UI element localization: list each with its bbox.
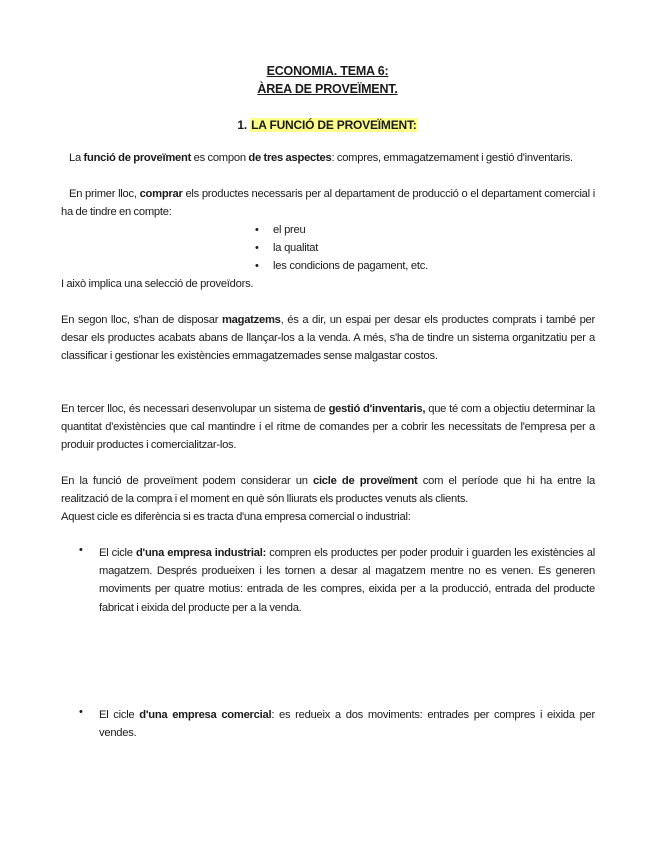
paragraph-magatzems: [61, 311, 595, 366]
text-run: els productes necessaris per al departament de producció o el departament comercial i ha de tindre en compte:: [61, 188, 595, 219]
criteria-list: [255, 221, 428, 276]
bold-term-gestio: gestió d'inventaris,: [328, 403, 426, 415]
bullet-industrial: [79, 544, 595, 617]
text-run: es compon: [191, 152, 249, 164]
paragraph-cicle: [61, 472, 595, 508]
bold-term-magatzems: magatzems: [221, 314, 281, 326]
list-item-text: el preu: [273, 224, 306, 236]
paragraph-comprar: [61, 185, 595, 221]
section-heading-highlighted: LA FUNCIÓ DE PROVEÏMENT:: [251, 118, 417, 132]
list-item-text: les condicions de pagament, etc.: [273, 260, 428, 273]
text-run: : compres, emmagatzemament i gestió d'inventaris.: [331, 152, 573, 164]
text-run: En la funció de proveïment podem considerar un: [61, 475, 313, 487]
bullet-icon: •: [255, 260, 259, 273]
bold-term-industrial: d'una empresa industrial:: [135, 547, 267, 559]
text-run: compren els productes per poder produir i guarden les existències al magatzem. Després produeixen i les tornen a desar al magatzem mentre no es venen. Es generen moviments per quatre motius: entrada de les compres, eixida per a la producció, entrada del producte fabricat i eixida del producte per a la venda.: [99, 547, 595, 614]
text-run: La: [69, 152, 84, 164]
section-number: 1.: [237, 118, 248, 132]
bold-term-comprar: comprar: [139, 188, 183, 200]
bullet-icon: •: [255, 224, 259, 236]
text-run: com el període que hi ha entre la realització de la compra i el moment en què són lliurats els productes venuts als clients.: [61, 475, 596, 506]
list-item: [255, 221, 428, 239]
title-line-1: ECONOMIA. TEMA 6:: [266, 64, 389, 78]
bold-term-cicle: cicle de proveïment: [312, 475, 418, 487]
text-run: que té com a objectiu determinar la quantitat d'existències que cal mantindre i el ritme de comandes per a cobrir les necessitats de l'empresa per a produir productes i comercialitzar-los.: [61, 403, 595, 452]
list-item-text: la qualitat: [273, 242, 319, 255]
text-run: , és a dir, un espai per desar els productes comprats i també per desar els productes acabats abans de llançar-los a la venda. A més, s'ha de tindre un sistema organitzatiu per a classificar i gestionar les existències emmagatzemades sense malgastar costos.: [61, 314, 595, 363]
text-run: En primer lloc,: [69, 188, 140, 200]
text-run: El cicle: [99, 547, 136, 559]
bold-term-funcio: funció de proveïment: [83, 152, 192, 164]
paragraph-diferencia: Aquest cicle es diferència si es tracta d'una empresa comercial o industrial:: [61, 511, 411, 523]
list-item: [255, 239, 428, 257]
bullet-icon: •: [79, 706, 83, 718]
bullet-industrial-text: [99, 544, 595, 617]
bullet-icon: •: [79, 544, 83, 556]
bullet-comercial-text: [99, 706, 595, 742]
bullet-comercial: [79, 706, 595, 742]
text-run: : es redueix a dos moviments: entrades per compres i eixida per vendes.: [99, 709, 596, 740]
bold-term-aspectes: de tres aspectes: [248, 152, 332, 164]
text-run: En tercer lloc, és necessari desenvolupar un sistema de: [61, 403, 329, 415]
document-title: [0, 62, 655, 98]
title-line-2: ÀREA DE PROVEÏMENT.: [257, 82, 398, 96]
paragraph-proveidors: I això implica una selecció de proveïdors.: [61, 278, 254, 290]
paragraph-inventaris: [61, 400, 595, 455]
text-run: En segon lloc, s'han de disposar: [61, 314, 222, 326]
list-item: [255, 257, 428, 275]
section-heading: [0, 116, 655, 134]
bold-term-comercial: d'una empresa comercial: [139, 709, 272, 721]
paragraph-intro: [61, 149, 595, 167]
bullet-icon: •: [255, 242, 259, 255]
text-run: El cicle: [99, 709, 140, 721]
